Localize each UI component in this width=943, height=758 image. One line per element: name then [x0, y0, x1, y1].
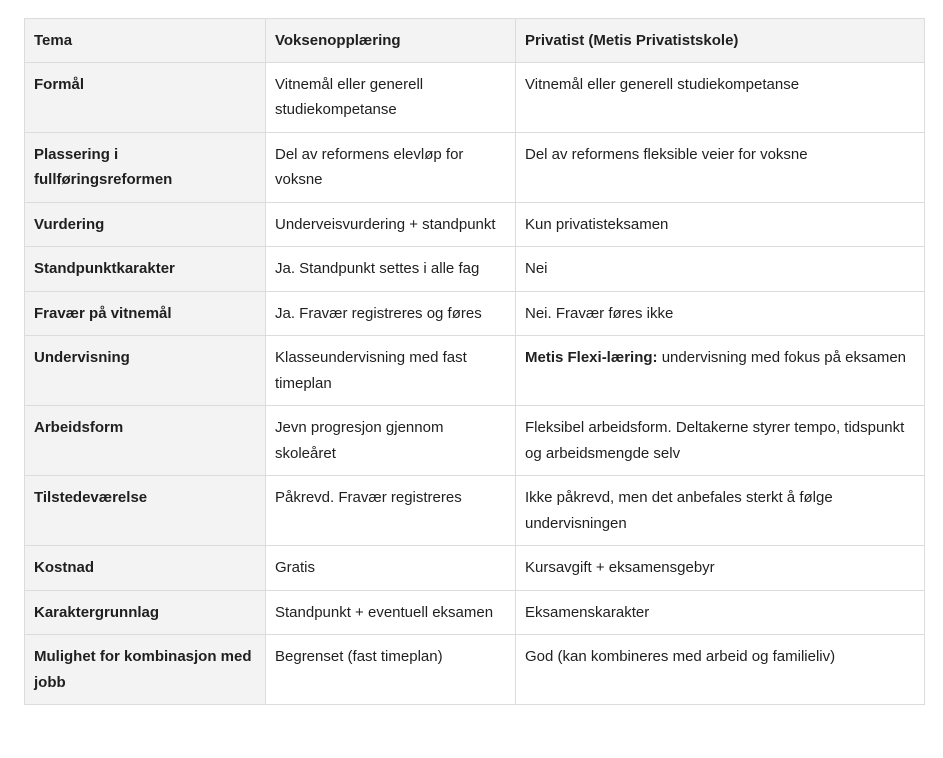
private-candidate-cell	[516, 132, 925, 202]
topic-cell: Tilstedeværelse	[25, 476, 266, 546]
table-row	[25, 336, 925, 406]
header-private-candidate: Privatist (Metis Privatistskole)	[516, 19, 925, 63]
table-header-row	[25, 19, 925, 63]
private-cell-text: Eksamenskarakter	[525, 603, 650, 621]
topic-cell: Kostnad	[25, 546, 266, 591]
private-candidate-cell	[516, 291, 925, 336]
private-candidate-cell	[516, 336, 925, 406]
private-candidate-cell	[516, 62, 925, 132]
table-row	[25, 247, 925, 292]
adult-education-cell: Ja. Fravær registreres og føres	[266, 291, 516, 336]
topic-cell: Fravær på vitnemål	[25, 291, 266, 336]
topic-cell: Plassering i fullføringsreformen	[25, 132, 266, 202]
private-cell-text: Del av reformens fleksible veier for voksne	[525, 145, 808, 163]
private-cell-text: Fleksibel arbeidsform. Deltakerne styrer tempo, tidspunkt og arbeidsmengde selv	[525, 419, 905, 462]
private-cell-text: Ikke påkrevd, men det anbefales sterkt å følge undervisningen	[525, 489, 833, 532]
topic-cell: Standpunktkarakter	[25, 247, 266, 292]
topic-cell: Karaktergrunnlag	[25, 590, 266, 635]
table-row	[25, 476, 925, 546]
private-cell-text: God (kan kombineres med arbeid og familieliv)	[525, 648, 836, 665]
topic-cell: Arbeidsform	[25, 406, 266, 476]
adult-education-cell: Begrenset (fast timeplan)	[266, 635, 516, 705]
adult-education-cell: Underveisvurdering + standpunkt	[266, 202, 516, 247]
private-cell-text: Vitnemål eller generell studiekompetanse	[525, 75, 800, 93]
table-row	[25, 132, 925, 202]
header-topic: Tema	[25, 19, 266, 63]
adult-education-cell: Påkrevd. Fravær registreres	[266, 476, 516, 546]
table-row	[25, 62, 925, 132]
private-cell-bold-lead: Metis Flexi-læring:	[525, 349, 658, 366]
table-row	[25, 635, 925, 705]
adult-education-cell: Vitnemål eller generell studiekompetanse	[266, 62, 516, 132]
private-cell-text: Kun privatisteksamen	[525, 215, 669, 233]
topic-cell: Mulighet for kombinasjon med jobb	[25, 635, 266, 705]
adult-education-cell: Standpunkt + eventuell eksamen	[266, 590, 516, 635]
adult-education-cell: Jevn progresjon gjennom skoleåret	[266, 406, 516, 476]
header-adult-education: Voksenopplæring	[266, 19, 516, 63]
private-candidate-cell	[516, 202, 925, 247]
private-candidate-cell	[516, 476, 925, 546]
private-candidate-cell	[516, 635, 925, 705]
table-row	[25, 202, 925, 247]
topic-cell: Formål	[25, 62, 266, 132]
table-row	[25, 546, 925, 591]
table-row	[25, 291, 925, 336]
private-cell-text: Nei	[525, 260, 548, 277]
table-row	[25, 406, 925, 476]
private-candidate-cell	[516, 546, 925, 591]
adult-education-cell: Del av reformens elevløp for voksne	[266, 132, 516, 202]
comparison-table	[24, 18, 925, 705]
adult-education-cell: Ja. Standpunkt settes i alle fag	[266, 247, 516, 292]
private-cell-text: undervisning med fokus på eksamen	[657, 349, 907, 366]
private-cell-text: Nei. Fravær føres ikke	[525, 304, 674, 322]
topic-cell: Vurdering	[25, 202, 266, 247]
comparison-table-container	[24, 18, 924, 705]
private-candidate-cell	[516, 590, 925, 635]
topic-cell: Undervisning	[25, 336, 266, 406]
table-row	[25, 590, 925, 635]
private-candidate-cell	[516, 247, 925, 292]
private-candidate-cell	[516, 406, 925, 476]
adult-education-cell: Klasseundervisning med fast timeplan	[266, 336, 516, 406]
adult-education-cell: Gratis	[266, 546, 516, 591]
private-cell-text: Kursavgift + eksamensgebyr	[525, 559, 715, 576]
